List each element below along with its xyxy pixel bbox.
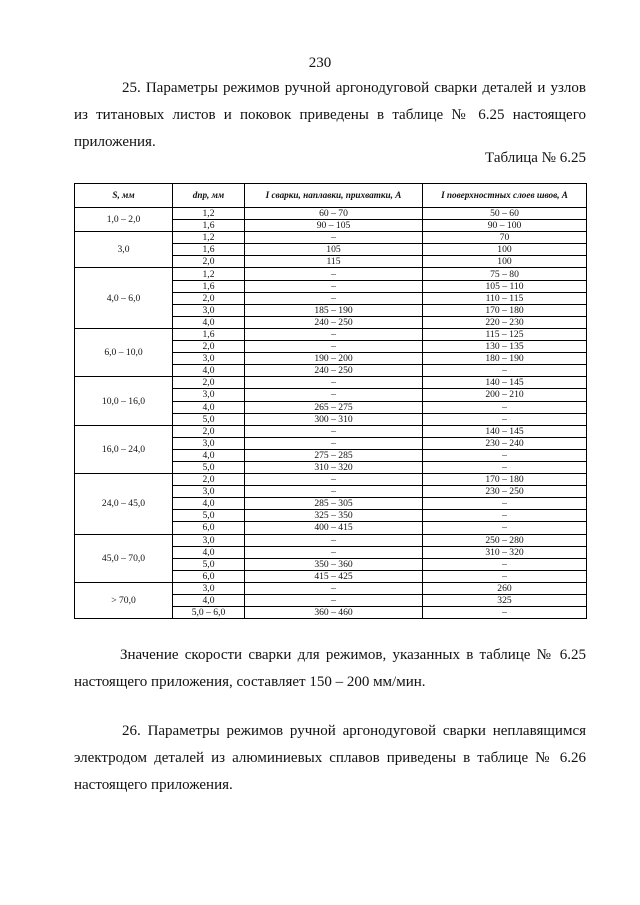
welding-current-cell: 400 – 415	[245, 522, 423, 534]
welding-current-cell: 190 – 200	[245, 353, 423, 365]
header-thickness: S, мм	[75, 184, 173, 208]
surface-current-cell: 140 – 145	[423, 377, 587, 389]
surface-current-cell: –	[423, 607, 587, 619]
surface-current-cell: 50 – 60	[423, 208, 587, 220]
welding-current-cell: –	[245, 425, 423, 437]
surface-current-cell: –	[423, 558, 587, 570]
welding-current-cell: –	[245, 486, 423, 498]
welding-current-cell: 300 – 310	[245, 413, 423, 425]
table-row	[75, 268, 587, 280]
table-row	[75, 208, 587, 220]
paragraph-26	[74, 718, 586, 799]
surface-current-cell: 170 – 180	[423, 304, 587, 316]
surface-current-cell: 140 – 145	[423, 425, 587, 437]
thickness-cell: 3,0	[75, 232, 173, 268]
surface-current-cell: 260	[423, 582, 587, 594]
welding-current-cell: –	[245, 232, 423, 244]
paragraph-26-text: 26. Параметры режимов ручной аргонодуговой сварки неплавящимся электродом деталей из алюминиевых сплавов приведены в таблице № 6.26 настоящего приложения.	[74, 723, 586, 793]
table-body	[75, 208, 587, 619]
welding-current-cell: –	[245, 377, 423, 389]
electrode-diameter-cell: 2,0	[173, 341, 245, 353]
electrode-diameter-cell: 5,0 – 6,0	[173, 607, 245, 619]
welding-current-cell: 115	[245, 256, 423, 268]
welding-current-cell: –	[245, 328, 423, 340]
table-row	[75, 582, 587, 594]
welding-current-cell: –	[245, 280, 423, 292]
welding-current-cell: –	[245, 474, 423, 486]
welding-current-cell: –	[245, 582, 423, 594]
page-number: 230	[308, 55, 332, 71]
welding-current-cell: –	[245, 437, 423, 449]
surface-current-cell: 230 – 240	[423, 437, 587, 449]
electrode-diameter-cell: 1,6	[173, 280, 245, 292]
surface-current-cell: 170 – 180	[423, 474, 587, 486]
welding-current-cell: 285 – 305	[245, 498, 423, 510]
welding-current-cell: –	[245, 292, 423, 304]
surface-current-cell: –	[423, 510, 587, 522]
electrode-diameter-cell: 4,0	[173, 595, 245, 607]
welding-current-cell: 90 – 105	[245, 220, 423, 232]
surface-current-cell: 310 – 320	[423, 546, 587, 558]
surface-current-cell: –	[423, 413, 587, 425]
electrode-diameter-cell: 5,0	[173, 558, 245, 570]
surface-current-cell: 110 – 115	[423, 292, 587, 304]
electrode-diameter-cell: 6,0	[173, 570, 245, 582]
table-row	[75, 377, 587, 389]
electrode-diameter-cell: 4,0	[173, 498, 245, 510]
surface-current-cell: 115 – 125	[423, 328, 587, 340]
electrode-diameter-cell: 3,0	[173, 353, 245, 365]
electrode-diameter-cell: 1,6	[173, 328, 245, 340]
surface-current-cell: 250 – 280	[423, 534, 587, 546]
surface-current-cell: 325	[423, 595, 587, 607]
welding-current-cell: 60 – 70	[245, 208, 423, 220]
electrode-diameter-cell: 3,0	[173, 582, 245, 594]
surface-current-cell: –	[423, 522, 587, 534]
thickness-cell: 4,0 – 6,0	[75, 268, 173, 328]
surface-current-cell: 90 – 100	[423, 220, 587, 232]
table-caption: Таблица № 6.25	[485, 150, 586, 166]
electrode-diameter-cell: 3,0	[173, 486, 245, 498]
paragraph-speed: Значение скорости сварки для режимов, указанных в таблице № 6.25 настоящего приложения, составляет 150 – 200 мм/мин.	[74, 647, 586, 690]
electrode-diameter-cell: 1,2	[173, 268, 245, 280]
surface-current-cell: 180 – 190	[423, 353, 587, 365]
electrode-diameter-cell: 1,2	[173, 232, 245, 244]
paragraph-25-text: 25. Параметры режимов ручной аргонодуговой сварки деталей и узлов из титановых листов и поковок приведены в таблице № 6.25 настоящего приложения.	[74, 80, 586, 150]
electrode-diameter-cell: 4,0	[173, 546, 245, 558]
welding-current-cell: –	[245, 341, 423, 353]
table-row	[75, 474, 587, 486]
welding-current-cell: 415 – 425	[245, 570, 423, 582]
surface-current-cell: –	[423, 365, 587, 377]
welding-current-cell: –	[245, 595, 423, 607]
header-surface-layer-current: I поверхностных слоев швов, А	[423, 184, 587, 208]
electrode-diameter-cell: 3,0	[173, 534, 245, 546]
welding-current-cell: 185 – 190	[245, 304, 423, 316]
surface-current-cell: 200 – 210	[423, 389, 587, 401]
electrode-diameter-cell: 3,0	[173, 389, 245, 401]
surface-current-cell: 100	[423, 244, 587, 256]
welding-current-cell: –	[245, 268, 423, 280]
electrode-diameter-cell: 5,0	[173, 510, 245, 522]
surface-current-cell: 130 – 135	[423, 341, 587, 353]
thickness-cell: 24,0 – 45,0	[75, 474, 173, 534]
electrode-diameter-cell: 3,0	[173, 304, 245, 316]
surface-current-cell: 230 – 250	[423, 486, 587, 498]
electrode-diameter-cell: 2,0	[173, 377, 245, 389]
thickness-cell: 6,0 – 10,0	[75, 328, 173, 376]
welding-parameters-table	[74, 183, 587, 619]
welding-current-cell: 105	[245, 244, 423, 256]
paragraph-25	[74, 75, 586, 156]
surface-current-cell: –	[423, 498, 587, 510]
surface-current-cell: –	[423, 461, 587, 473]
surface-current-cell: –	[423, 570, 587, 582]
electrode-diameter-cell: 4,0	[173, 449, 245, 461]
thickness-cell: 16,0 – 24,0	[75, 425, 173, 473]
table-row	[75, 534, 587, 546]
electrode-diameter-cell: 4,0	[173, 365, 245, 377]
welding-current-cell: 360 – 460	[245, 607, 423, 619]
header-electrode-diameter: dпр, мм	[173, 184, 245, 208]
header-welding-current: I сварки, наплавки, прихватки, А	[245, 184, 423, 208]
electrode-diameter-cell: 5,0	[173, 461, 245, 473]
welding-current-cell: 240 – 250	[245, 316, 423, 328]
table-row	[75, 232, 587, 244]
thickness-cell: 45,0 – 70,0	[75, 534, 173, 582]
thickness-cell: > 70,0	[75, 582, 173, 618]
electrode-diameter-cell: 1,6	[173, 220, 245, 232]
surface-current-cell: 75 – 80	[423, 268, 587, 280]
welding-current-cell: –	[245, 534, 423, 546]
welding-current-cell: 275 – 285	[245, 449, 423, 461]
welding-current-cell: –	[245, 389, 423, 401]
surface-current-cell: 105 – 110	[423, 280, 587, 292]
welding-current-cell: 325 – 350	[245, 510, 423, 522]
surface-current-cell: –	[423, 449, 587, 461]
table-row	[75, 425, 587, 437]
surface-current-cell: 220 – 230	[423, 316, 587, 328]
electrode-diameter-cell: 1,6	[173, 244, 245, 256]
electrode-diameter-cell: 1,2	[173, 208, 245, 220]
table-header-row	[75, 184, 587, 208]
welding-current-cell: 350 – 360	[245, 558, 423, 570]
electrode-diameter-cell: 2,0	[173, 256, 245, 268]
electrode-diameter-cell: 3,0	[173, 437, 245, 449]
surface-current-cell: 100	[423, 256, 587, 268]
welding-current-cell: –	[245, 546, 423, 558]
surface-current-cell: 70	[423, 232, 587, 244]
electrode-diameter-cell: 2,0	[173, 474, 245, 486]
table-row	[75, 328, 587, 340]
welding-current-cell: 240 – 250	[245, 365, 423, 377]
surface-current-cell: –	[423, 401, 587, 413]
electrode-diameter-cell: 6,0	[173, 522, 245, 534]
electrode-diameter-cell: 2,0	[173, 292, 245, 304]
welding-current-cell: 310 – 320	[245, 461, 423, 473]
welding-current-cell: 265 – 275	[245, 401, 423, 413]
electrode-diameter-cell: 4,0	[173, 401, 245, 413]
thickness-cell: 1,0 – 2,0	[75, 208, 173, 232]
thickness-cell: 10,0 – 16,0	[75, 377, 173, 425]
electrode-diameter-cell: 2,0	[173, 425, 245, 437]
electrode-diameter-cell: 5,0	[173, 413, 245, 425]
electrode-diameter-cell: 4,0	[173, 316, 245, 328]
